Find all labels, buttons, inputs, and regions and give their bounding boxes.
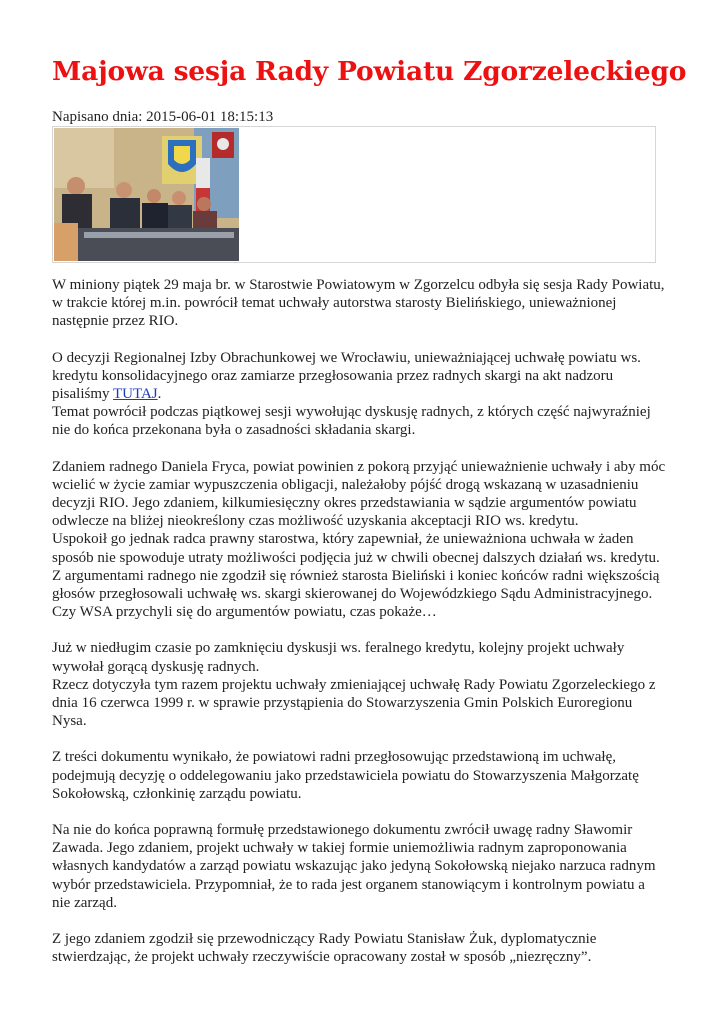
text-line: Rzecz dotyczyła tym razem projektu uchwały zmieniającej uchwałę Rady Powiatu Zgorzeleckiego z — [52, 676, 656, 693]
text-line: Sokołowską, członkinię zarządu powiatu. — [52, 785, 302, 802]
text-line: sposób nie spowoduje utraty możliwości podjęcia już w chwili obecnej dalszych działań ws. kredytu. — [52, 549, 660, 566]
text-line: Nysa. — [52, 713, 87, 730]
link-prefix: pisaliśmy — [52, 386, 113, 403]
paragraph-6 — [52, 821, 677, 912]
text-line: Uspokoił go jednak radca prawny starostwa, który zapewniał, że unieważniona uchwała w żaden — [52, 531, 634, 548]
text-line: kredytu konsolidacyjnego oraz zamiarze przegłosowania przez radnych skargi na akt nadzoru — [52, 367, 614, 384]
publish-date: Napisano dnia: 2015-06-01 18:15:13 — [52, 109, 274, 125]
paragraph-7 — [52, 930, 677, 966]
text-line: w trakcie której m.in. powrócił temat uchwały autorstwa starosty Bielińskiego, unieważnionej — [52, 295, 617, 312]
text-line: dnia 16 czerwca 1999 r. w sprawie przystąpienia do Stowarzyszenia Gmin Polskich Euroregionu — [52, 695, 633, 712]
text-line: Zdaniem radnego Daniela Fryca, powiat powinien z pokorą przyjąć unieważnienie uchwały i aby móc — [52, 458, 666, 475]
text-line: wcielić w życie zamiar wypuszczenia obligacji, należałoby pójść drogą wskazaną w uzasadnieniu — [52, 476, 639, 493]
text-line: W miniony piątek 29 maja br. w Starostwie Powiatowym w Zgorzelcu odbyła się sesja Rady Powiatu, — [52, 277, 665, 293]
text-line: O decyzji Regionalnej Izby Obrachunkowej we Wrocławiu, unieważniającej uchwałę powiatu ws. — [52, 349, 641, 366]
text-line: głosów przegłosowali uchwałę ws. skargi skierowanej do Wojewódzkiego Sądu Administracyjnego. — [52, 586, 653, 603]
paragraph-1 — [52, 276, 677, 331]
text-line: odwlecze na bliżej nieokreślony czas możliwość uzyskania akceptacji RIO ws. kredytu. — [52, 513, 579, 530]
text-line: własnych kandydatów a zarząd powiatu wskazując jako jedyną Sokołowską niejako narzuca radnym — [52, 858, 656, 875]
article-body — [52, 276, 677, 985]
paragraph-5 — [52, 748, 677, 803]
link-suffix: . — [157, 386, 162, 403]
paragraph-3 — [52, 458, 677, 622]
text-line: nie zarząd. — [52, 894, 117, 911]
tutaj-link[interactable]: TUTAJ — [112, 386, 158, 403]
text-line: podejmują decyzję o oddelegowaniu jako przedstawiciela powiatu do Stowarzyszenia Małgorzatę — [52, 767, 639, 784]
paragraph-2 — [52, 349, 677, 440]
text-line: następnie przez RIO. — [52, 313, 179, 330]
text-line-with-link — [52, 385, 677, 403]
text-line: Temat powrócił podczas piątkowej sesji wywołując dyskusję radnych, z których część najwyraźniej — [52, 404, 651, 421]
paragraph-4 — [52, 639, 677, 730]
text-line: Z argumentami radnego nie zgodził się również starosta Bieliński i koniec końców radni większością — [52, 567, 660, 584]
text-line: Czy WSA przychyli się do argumentów powiatu, czas pokaże… — [52, 604, 437, 621]
text-line: Na nie do końca poprawną formułę przedstawionego dokumentu zwrócił uwagę radny Sławomir — [52, 822, 633, 839]
session-photo[interactable] — [54, 128, 239, 261]
text-line: stwierdzając, że projekt uchwały rzeczywiście opracowany został w sposób „niezręczny”. — [52, 949, 592, 966]
text-line: Zawada. Jego zdaniem, projekt uchwały w takiej formie uniemożliwia radnym zaproponowania — [52, 840, 627, 857]
text-line: Z jego zdaniem zgodził się przewodniczący Rady Powiatu Stanisław Żuk, dyplomatycznie — [52, 931, 597, 948]
text-line: wywołał gorącą dyskusję radnych. — [52, 658, 260, 675]
text-line: wybór przedstawiciela. Przypomniał, że to rada jest organem stanowiącym i kontrolnym powiatu a — [52, 876, 645, 893]
text-line: Już w niedługim czasie po zamknięciu dyskusji ws. feralnego kredytu, kolejny projekt uchwały — [52, 640, 625, 657]
photo-frame — [52, 126, 656, 263]
text-line: decyzji RIO. Jego zdaniem, kilkumiesięczny okres przedstawiania w sądzie argumentów powiatu — [52, 495, 637, 512]
article-title: Majowa sesja Rady Powiatu Zgorzeleckiego — [52, 56, 687, 87]
text-line: nie do końca przekonana była o zasadności składania skargi. — [52, 422, 416, 439]
text-line: Z treści dokumentu wynikało, że powiatowi radni przegłosowując przedstawioną im uchwałę, — [52, 749, 616, 766]
